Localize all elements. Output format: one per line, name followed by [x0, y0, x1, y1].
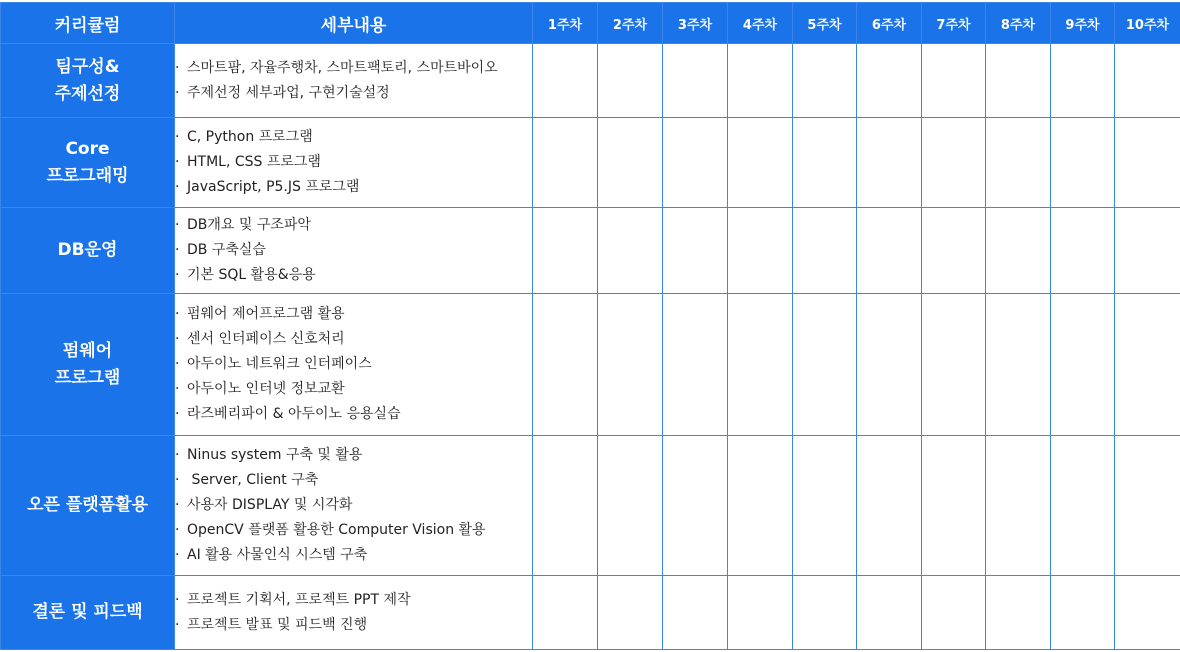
details-list [175, 56, 532, 106]
bullet-icon: · [175, 331, 180, 347]
details-cell [175, 44, 533, 118]
week-cell-7[interactable] [922, 44, 986, 118]
item-text: AI 활용 사물인식 시스템 구축 [187, 547, 368, 563]
week-cell-7[interactable] [922, 294, 986, 436]
week-cell-2[interactable] [598, 208, 663, 294]
week-cell-7[interactable] [922, 576, 986, 650]
week-cell-1[interactable] [533, 436, 598, 576]
item-text: 기본 SQL 활용&응용 [187, 267, 316, 283]
week-cell-5[interactable] [793, 294, 857, 436]
table-row [1, 118, 1180, 208]
category-label: 주제선정 [54, 83, 121, 104]
details-cell [175, 208, 533, 294]
week-cell-9[interactable] [1051, 294, 1115, 436]
week-cell-5[interactable] [793, 118, 857, 208]
week-cell-6[interactable] [857, 576, 922, 650]
week-cell-6[interactable] [857, 44, 922, 118]
bullet-icon: · [175, 381, 180, 397]
bullet-icon: · [175, 242, 180, 258]
category-label: Core [65, 138, 110, 159]
details-cell [175, 576, 533, 650]
week-cell-2[interactable] [598, 576, 663, 650]
week-cell-7[interactable] [922, 208, 986, 294]
week-cell-10[interactable] [1115, 294, 1180, 436]
week-cell-8[interactable] [986, 44, 1051, 118]
week-cell-4[interactable] [728, 576, 793, 650]
list-item [175, 302, 532, 327]
list-item [175, 125, 532, 150]
header-week-4: 4주차 [728, 3, 793, 44]
table-row [1, 576, 1180, 650]
list-item [175, 327, 532, 352]
table-row [1, 294, 1180, 436]
item-text: 주제선정 세부과업, 구현기술설정 [187, 84, 390, 101]
bullet-icon: · [175, 179, 180, 195]
table-body [1, 44, 1180, 650]
week-cell-10[interactable] [1115, 208, 1180, 294]
item-text: 아두이노 네트워크 인터페이스 [187, 356, 372, 372]
header-week-7: 7주차 [922, 3, 986, 44]
list-item [175, 518, 532, 543]
week-cell-4[interactable] [728, 118, 793, 208]
week-cell-6[interactable] [857, 436, 922, 576]
week-cell-4[interactable] [728, 294, 793, 436]
list-item [175, 402, 532, 427]
header-week-3: 3주차 [663, 3, 728, 44]
week-cell-2[interactable] [598, 44, 663, 118]
item-text: JavaScript, P5.JS 프로그램 [187, 179, 360, 195]
item-text: 스마트팜, 자율주행차, 스마트팩토리, 스마트바이오 [187, 59, 498, 76]
week-cell-4[interactable] [728, 44, 793, 118]
week-cell-3[interactable] [663, 294, 728, 436]
category-cell [1, 118, 175, 208]
week-cell-8[interactable] [986, 436, 1051, 576]
category-label: 오픈 플랫폼활용 [27, 495, 148, 515]
list-item [175, 150, 532, 175]
item-text: 아두이노 인터넷 정보교환 [187, 381, 345, 397]
details-list [175, 125, 532, 200]
week-cell-6[interactable] [857, 294, 922, 436]
list-item [175, 213, 532, 238]
week-cell-1[interactable] [533, 208, 598, 294]
list-item [175, 352, 532, 377]
item-text: 사용자 DISPLAY 및 시각화 [187, 497, 353, 513]
list-item [175, 263, 532, 288]
week-cell-8[interactable] [986, 294, 1051, 436]
item-text: C, Python 프로그램 [187, 129, 313, 145]
list-item [175, 443, 532, 468]
details-cell [175, 294, 533, 436]
category-label: 결론 및 피드백 [32, 602, 143, 622]
item-text: 라즈베리파이 & 아두이노 응용실습 [187, 406, 401, 422]
list-item [175, 493, 532, 518]
week-cell-10[interactable] [1115, 436, 1180, 576]
list-item [175, 56, 532, 81]
week-cell-9[interactable] [1051, 208, 1115, 294]
week-cell-6[interactable] [857, 118, 922, 208]
week-cell-5[interactable] [793, 436, 857, 576]
category-label: 프로그래밍 [46, 165, 129, 186]
week-cell-3[interactable] [663, 208, 728, 294]
bullet-icon: · [175, 129, 180, 145]
week-cell-6[interactable] [857, 208, 922, 294]
week-cell-9[interactable] [1051, 44, 1115, 118]
week-cell-9[interactable] [1051, 436, 1115, 576]
week-cell-7[interactable] [922, 436, 986, 576]
details-cell [175, 436, 533, 576]
week-cell-5[interactable] [793, 44, 857, 118]
week-cell-2[interactable] [598, 436, 663, 576]
week-cell-2[interactable] [598, 294, 663, 436]
list-item [175, 81, 532, 106]
item-text: HTML, CSS 프로그램 [187, 154, 321, 170]
list-item [175, 613, 532, 638]
item-text: Server, Client 구축 [187, 472, 319, 488]
header-week-8: 8주차 [986, 3, 1051, 44]
bullet-icon: · [175, 497, 180, 513]
bullet-icon: · [175, 472, 180, 488]
header-week-10: 10주차 [1115, 3, 1180, 44]
header-week-5: 5주차 [793, 3, 857, 44]
week-cell-7[interactable] [922, 118, 986, 208]
item-text: OpenCV 플랫폼 활용한 Computer Vision 활용 [187, 522, 486, 538]
week-cell-2[interactable] [598, 118, 663, 208]
header-week-1: 1주차 [533, 3, 598, 44]
header-week-9: 9주차 [1051, 3, 1115, 44]
list-item [175, 175, 532, 200]
bullet-icon: · [175, 616, 180, 633]
category-label: 프로그램 [54, 367, 121, 388]
week-cell-4[interactable] [728, 208, 793, 294]
item-text: 프로젝트 기획서, 프로젝트 PPT 제작 [187, 591, 411, 608]
week-cell-1[interactable] [533, 294, 598, 436]
category-cell [1, 294, 175, 436]
bullet-icon: · [175, 591, 180, 608]
list-item [175, 543, 532, 568]
bullet-icon: · [175, 356, 180, 372]
bullet-icon: · [175, 84, 180, 101]
curriculum-table [0, 2, 1180, 650]
category-label: DB운영 [57, 240, 118, 260]
header-details: 세부내용 [175, 3, 533, 44]
week-cell-1[interactable] [533, 118, 598, 208]
week-cell-10[interactable] [1115, 118, 1180, 208]
table-row [1, 208, 1180, 294]
header-week-2: 2주차 [598, 3, 663, 44]
list-item [175, 468, 532, 493]
week-cell-4[interactable] [728, 436, 793, 576]
bullet-icon: · [175, 217, 180, 233]
item-text: Ninus system 구축 및 활용 [187, 447, 363, 463]
week-cell-9[interactable] [1051, 576, 1115, 650]
category-cell [1, 44, 175, 118]
category-cell [1, 436, 175, 576]
week-cell-1[interactable] [533, 44, 598, 118]
header-row [1, 3, 1180, 44]
bullet-icon: · [175, 306, 180, 322]
details-list [175, 443, 532, 568]
week-cell-10[interactable] [1115, 44, 1180, 118]
item-text: 프로젝트 발표 및 피드백 진행 [187, 616, 368, 633]
week-cell-8[interactable] [986, 118, 1051, 208]
list-item [175, 238, 532, 263]
category-cell [1, 208, 175, 294]
week-cell-3[interactable] [663, 436, 728, 576]
bullet-icon: · [175, 547, 180, 563]
category-label: 팀구성& [55, 56, 120, 77]
item-text: 펌웨어 제어프로그램 활용 [187, 306, 345, 322]
list-item [175, 377, 532, 402]
details-list [175, 302, 532, 427]
category-label: 펌웨어 [62, 340, 113, 361]
bullet-icon: · [175, 154, 180, 170]
bullet-icon: · [175, 59, 180, 76]
bullet-icon: · [175, 522, 180, 538]
week-cell-8[interactable] [986, 576, 1051, 650]
bullet-icon: · [175, 267, 180, 283]
week-cell-9[interactable] [1051, 118, 1115, 208]
details-cell [175, 118, 533, 208]
week-cell-3[interactable] [663, 44, 728, 118]
category-cell [1, 576, 175, 650]
week-cell-8[interactable] [986, 208, 1051, 294]
week-cell-5[interactable] [793, 576, 857, 650]
list-item [175, 588, 532, 613]
week-cell-10[interactable] [1115, 576, 1180, 650]
item-text: 센서 인터페이스 신호처리 [187, 331, 345, 347]
bullet-icon: · [175, 447, 180, 463]
week-cell-3[interactable] [663, 576, 728, 650]
table-row [1, 436, 1180, 576]
week-cell-1[interactable] [533, 576, 598, 650]
item-text: DB 구축실습 [187, 242, 266, 258]
table-row [1, 44, 1180, 118]
week-cell-3[interactable] [663, 118, 728, 208]
header-week-6: 6주차 [857, 3, 922, 44]
details-list [175, 588, 532, 638]
item-text: DB개요 및 구조파악 [187, 217, 311, 233]
week-cell-5[interactable] [793, 208, 857, 294]
details-list [175, 213, 532, 288]
bullet-icon: · [175, 406, 180, 422]
header-category: 커리큘럼 [1, 3, 175, 44]
